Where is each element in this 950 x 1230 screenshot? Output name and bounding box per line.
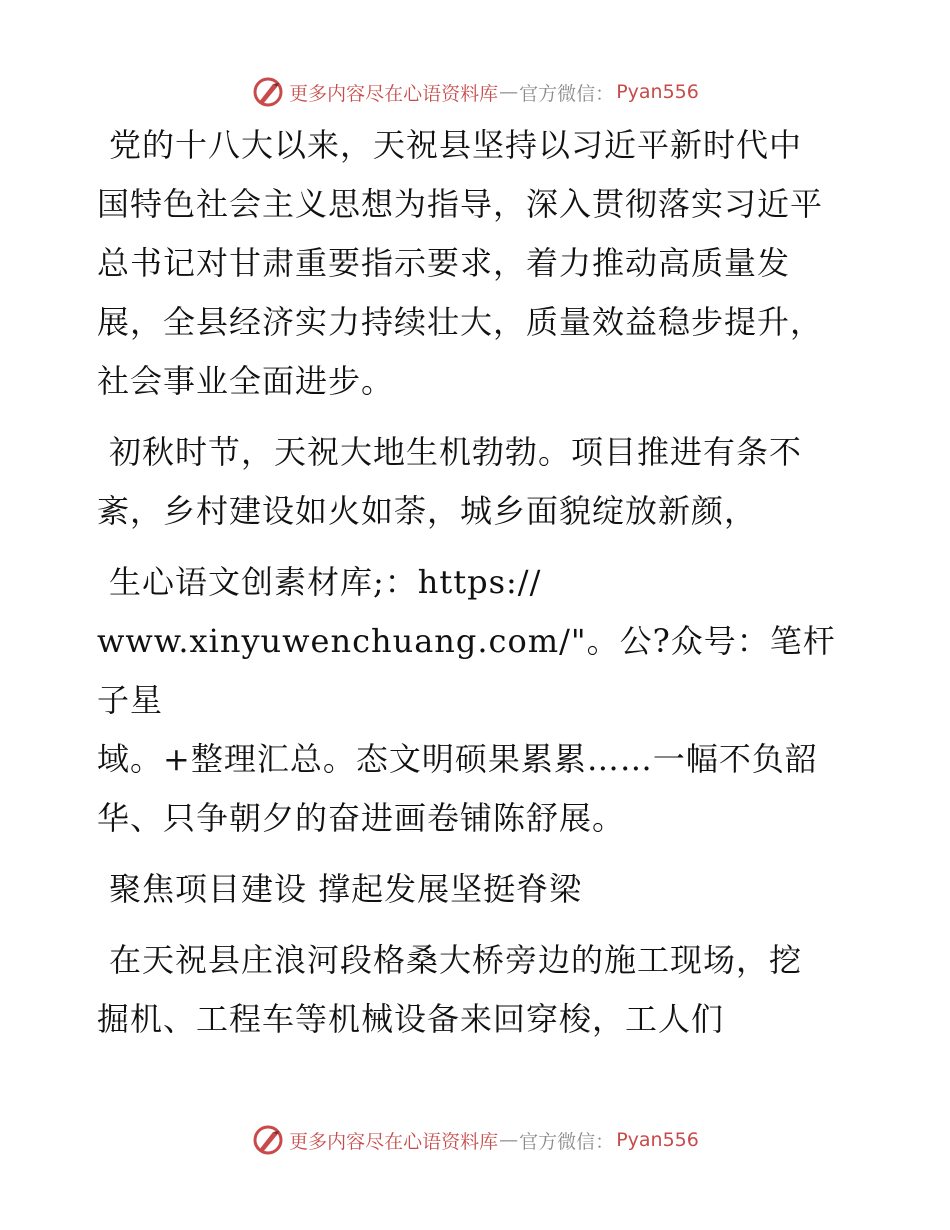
text-line: 紊，乡村建设如火如荼，城乡面貌绽放新颜， bbox=[97, 492, 758, 530]
text-line: 在天祝县庄浪河段格桑大桥旁边的施工现场，挖 bbox=[109, 941, 803, 979]
banner-separator: — bbox=[499, 1129, 519, 1151]
pen-logo-icon bbox=[251, 75, 285, 109]
text-line: 党的十八大以来，天祝县坚持以习近平新时代中 bbox=[109, 126, 803, 164]
text-line: 华、只争朝夕的奋进画卷铺陈舒展。 bbox=[97, 799, 626, 837]
text-line: 社会事业全面进步。 bbox=[97, 362, 395, 400]
text-line: 展，全县经济实力持续壮大，质量效益稳步提升， bbox=[97, 303, 824, 341]
banner-separator: — bbox=[499, 81, 519, 103]
text-line: 聚焦项目建设 撑起发展坚挺脊梁 bbox=[109, 870, 583, 908]
text-line: 初秋时节，天祝大地生机勃勃。项目推进有条不 bbox=[109, 433, 803, 471]
text-line: 国特色社会主义思想为指导，深入贯彻落实习近平 bbox=[97, 185, 824, 223]
banner-account-id: Pyan556 bbox=[616, 1129, 699, 1151]
paragraph-2 bbox=[97, 423, 857, 541]
header-watermark-banner bbox=[0, 72, 950, 112]
paragraph-5 bbox=[97, 931, 857, 1049]
banner-official-label: 官方微信： bbox=[519, 82, 615, 105]
document-body bbox=[97, 116, 857, 1061]
text-line: 掘机、工程车等机械设备来回穿梭，工人们 bbox=[97, 1000, 725, 1038]
footer-watermark-banner bbox=[0, 1120, 950, 1160]
text-line: 总书记对甘肃重要指示要求，着力推动高质量发 bbox=[97, 244, 791, 282]
pen-logo-icon bbox=[251, 1123, 285, 1157]
paragraph-1 bbox=[97, 116, 857, 411]
text-line: 域。+整理汇总。态文明硕果累累……一幅不负韶 bbox=[97, 740, 818, 778]
banner-account-id: Pyan556 bbox=[616, 81, 699, 103]
banner-official-label: 官方微信： bbox=[519, 1130, 615, 1153]
banner-brand-text: 更多内容尽在心语资料库 bbox=[289, 1130, 499, 1153]
text-line: 生心语文创素材库;：https:// bbox=[109, 563, 542, 601]
section-heading bbox=[97, 860, 857, 919]
banner-brand-text: 更多内容尽在心语资料库 bbox=[289, 82, 499, 105]
text-line: www.xinyuwenchuang.com/"。公?众号：笔杆子星 bbox=[97, 622, 836, 719]
paragraph-3 bbox=[97, 553, 857, 848]
